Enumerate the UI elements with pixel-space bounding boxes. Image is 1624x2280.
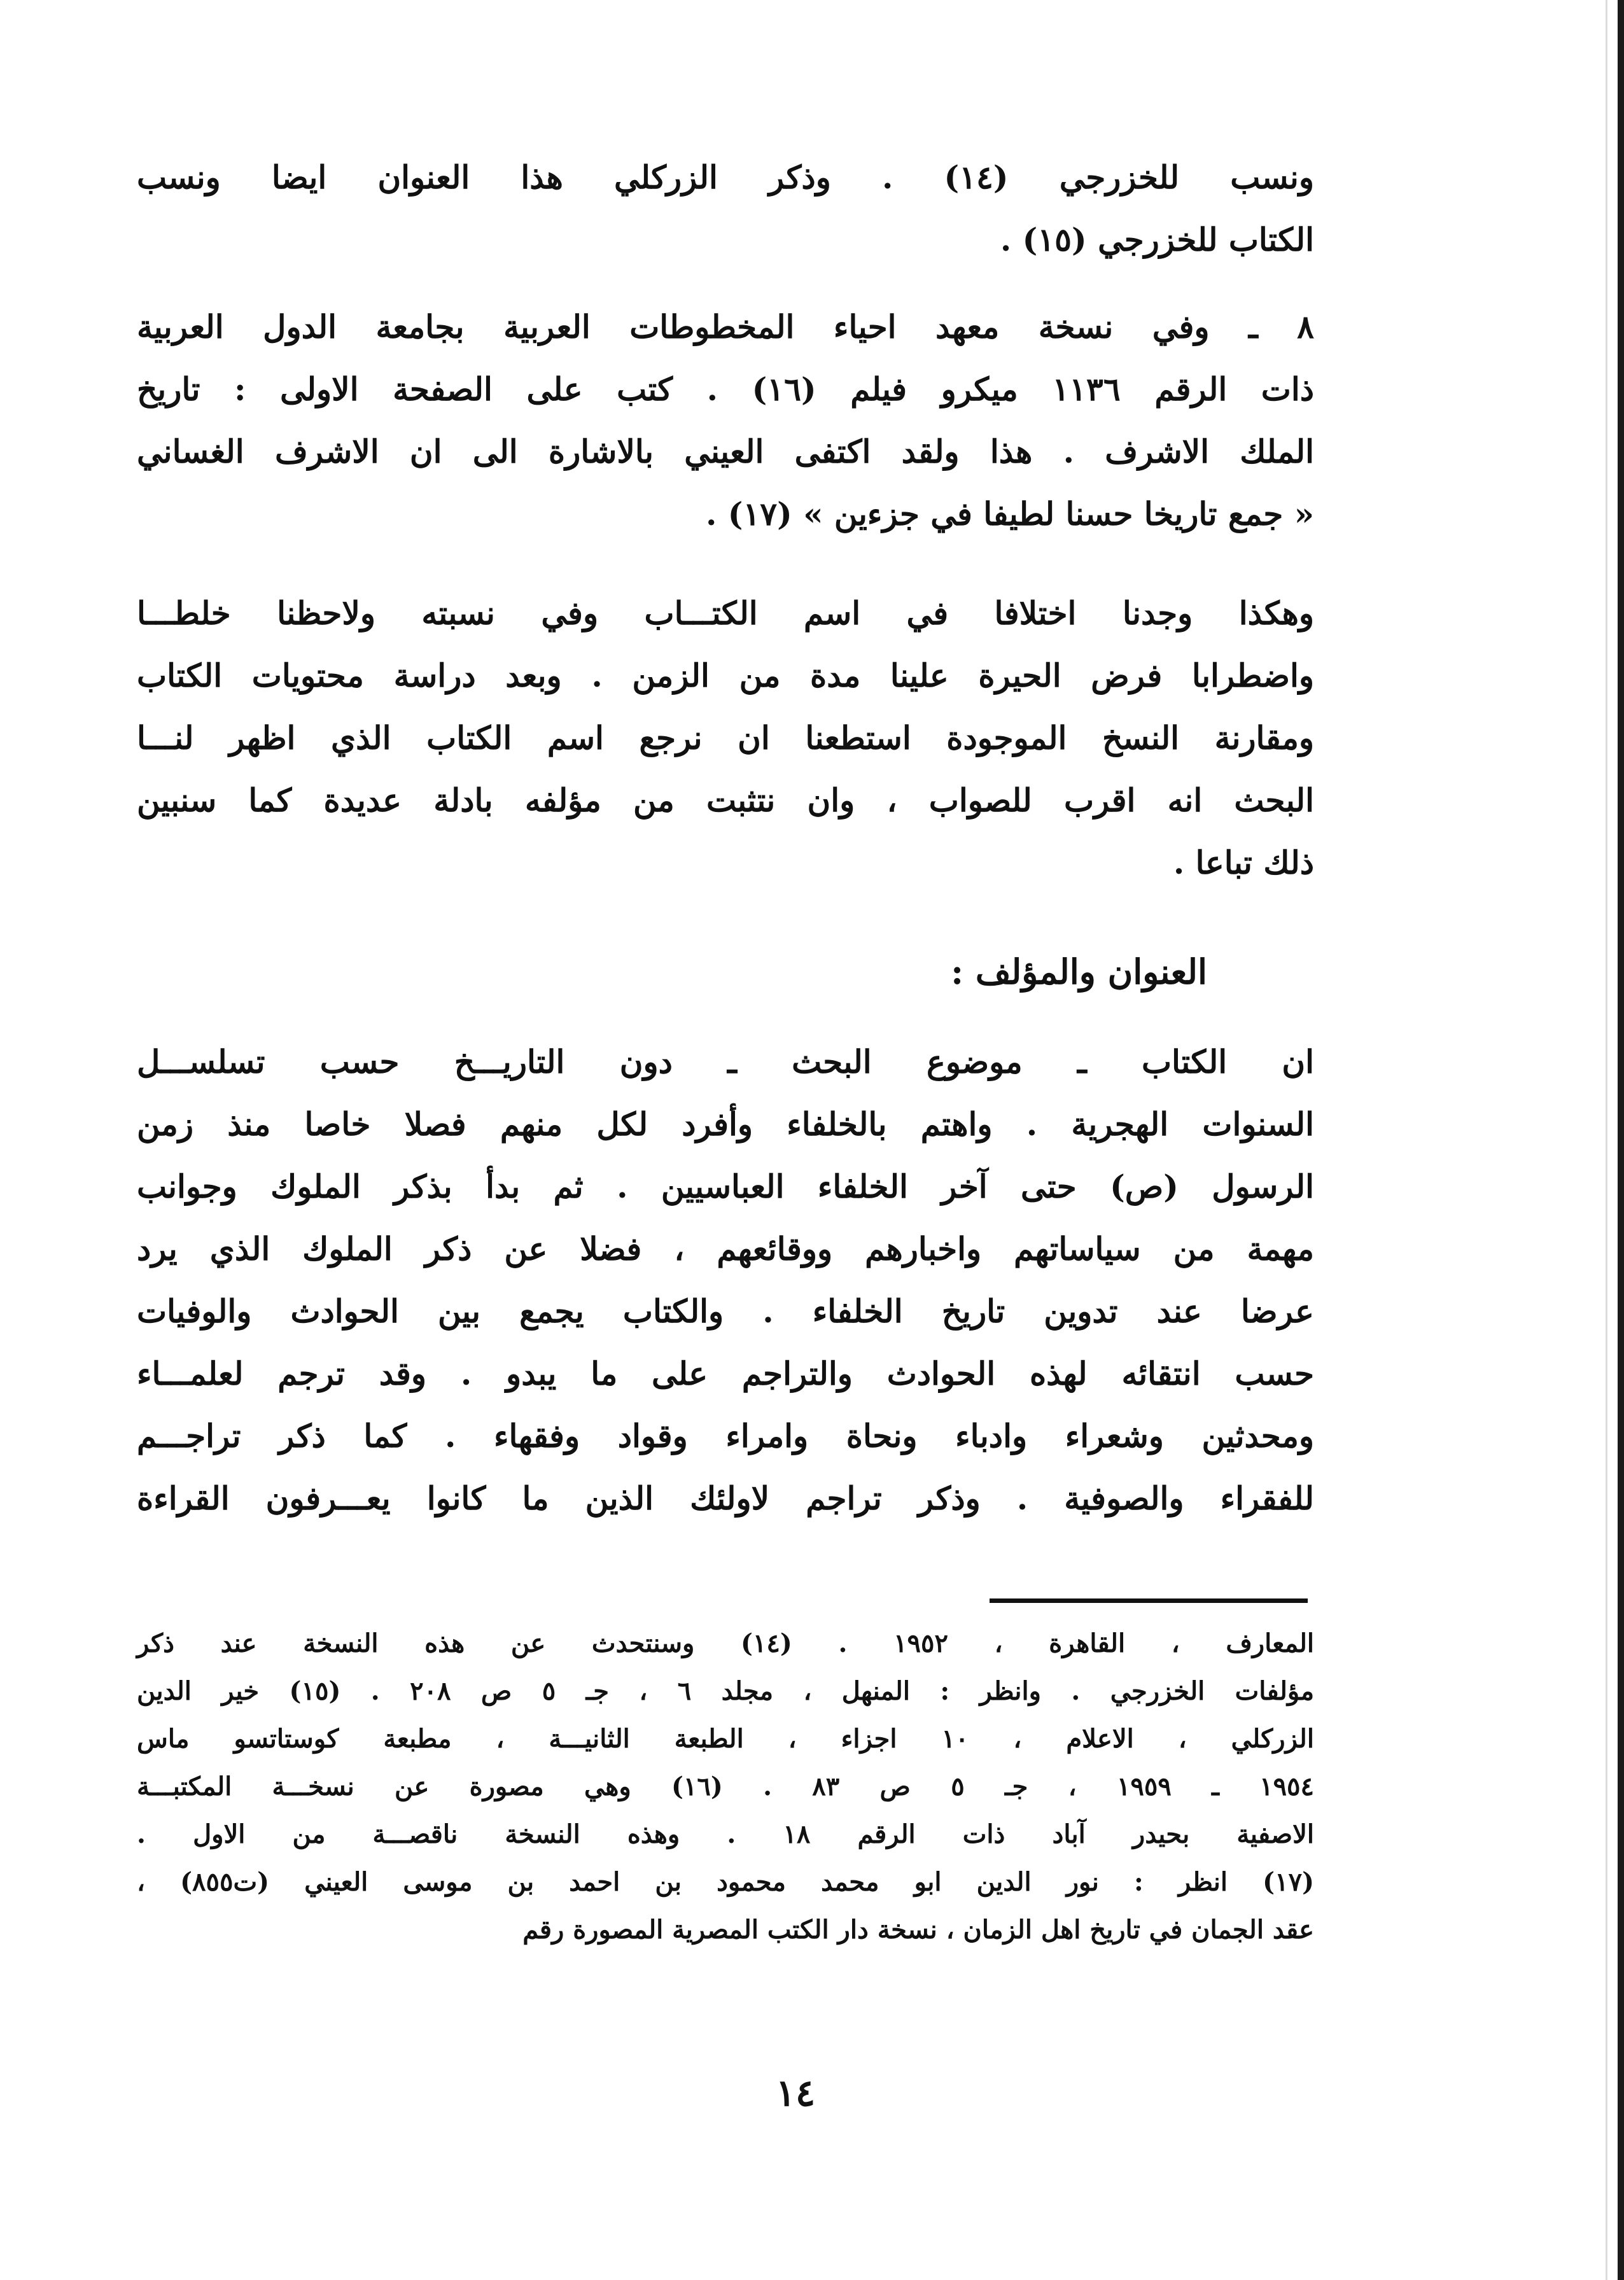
text-line: ذلك تباعا . [1173,844,1314,881]
text-line: السنوات الهجرية . واهتم بالخلفاء وأفرد لكل منهم فصلا خاصا منذ زمن [137,1105,1314,1143]
text-line: واضطرابا فرض الحيرة علينا مدة من الزمن . وبعد دراسة محتويات الكتاب [137,657,1314,694]
page-number: ١٤ [775,2071,816,2115]
text-line: عرضا عند تدوين تاريخ الخلفاء . والكتاب يجمع بين الحوادث والوفيات [137,1292,1314,1330]
text-line: ونسب للخزرجي (١٤) . وذكر الزركلي هذا العنوان ايضا ونسب [137,158,1314,196]
text-line: الرسول (ص) حتى آخر الخلفاء العباسيين . ثم بدأ بذكر الملوك وجوانب [137,1168,1314,1205]
text-line: للفقراء والصوفية . وذكر تراجم لاولئك الذين ما كانوا يعـــرفون القراءة [137,1479,1314,1517]
page-border [1618,0,1624,2280]
text-line: حسب انتقائه لهذه الحوادث والتراجم على ما يبدو . وقد ترجم لعلمـــاء [137,1355,1314,1392]
footnote-line: الاصفية بحيدر آباد ذات الرقم ١٨ . وهذه النسخة ناقصـــة من الاول . [137,1819,1314,1849]
footnote-separator [990,1598,1308,1603]
footnote-line: عقد الجمان في تاريخ اهل الزمان ، نسخة دار الكتب المصرية المصورة رقم [522,1915,1314,1945]
text-line: « جمع تاريخا حسنا لطيفا في جزءين » (١٧) . [705,495,1314,533]
section-heading: العنوان والمؤلف : [951,951,1207,992]
text-line: الملك الاشرف . هذا ولقد اكتفى العيني بالاشارة الى ان الاشرف الغساني [137,433,1314,470]
paragraph-4 [137,1031,1314,1530]
text-line: وهكذا وجدنا اختلافا في اسم الكتـــاب وفي نسبته ولاحظنا خلطـــا [137,594,1314,632]
page-edge-line [1606,0,1607,2280]
text-line: البحث انه اقرب للصواب ، وان نتثبت من مؤلفه بادلة عديدة كما سنبين [137,781,1314,819]
text-line: الكتاب للخزرجي (١٥) . [1000,221,1314,258]
footnote-line: ١٩٥٤ ـ ١٩٥٩ ، جـ ٥ ص ٨٣ . (١٦) وهي مصورة عن نسخـــة المكتبـــة [137,1772,1315,1801]
paragraph-1 [137,146,1314,271]
text-line: ذات الرقم ١١٣٦ ميكرو فيلم (١٦) . كتب على الصفحة الاولى : تاريخ [137,370,1314,408]
text-line: ومقارنة النسخ الموجودة استطعنا ان نرجع اسم الكتاب الذي اظهر لنـــا [137,719,1314,757]
text-line: ومحدثين وشعراء وادباء ونحاة وامراء وقواد وفقهاء . كما ذكر تراجـــم [137,1417,1314,1455]
footnotes [137,1619,1314,1954]
footnote-line: الزركلي ، الاعلام ، ١٠ اجزاء ، الطبعة الثانيـــة ، مطبعة كوستاتسو ماس [137,1724,1314,1754]
text-line: ٨ ـ وفي نسخة معهد احياء المخطوطات العربية بجامعة الدول العربية [137,308,1314,346]
paragraph-2 [137,296,1314,545]
footnote-line: المعارف ، القاهرة ، ١٩٥٢ . (١٤) وسنتحدث عن هذه النسخة عند ذكر [137,1628,1315,1658]
text-line: ان الكتاب ـ موضوع البحث ـ دون التاريـــخ حسب تسلســـل [137,1043,1314,1081]
footnote-line: مؤلفات الخزرجي . وانظر : المنهل ، مجلد ٦ ، جـ ٥ ص ٢٠٨ . (١٥) خير الدين [137,1676,1315,1706]
paragraph-3 [137,582,1314,894]
footnote-line: (١٧) انظر : نور الدين ابو محمد محمود بن احمد بن موسى العيني (ت٨٥٥) ، [137,1867,1315,1897]
text-line: مهمة من سياساتهم واخبارهم ووقائعهم ، فضلا عن ذكر الملوك الذي يرد [137,1230,1314,1268]
